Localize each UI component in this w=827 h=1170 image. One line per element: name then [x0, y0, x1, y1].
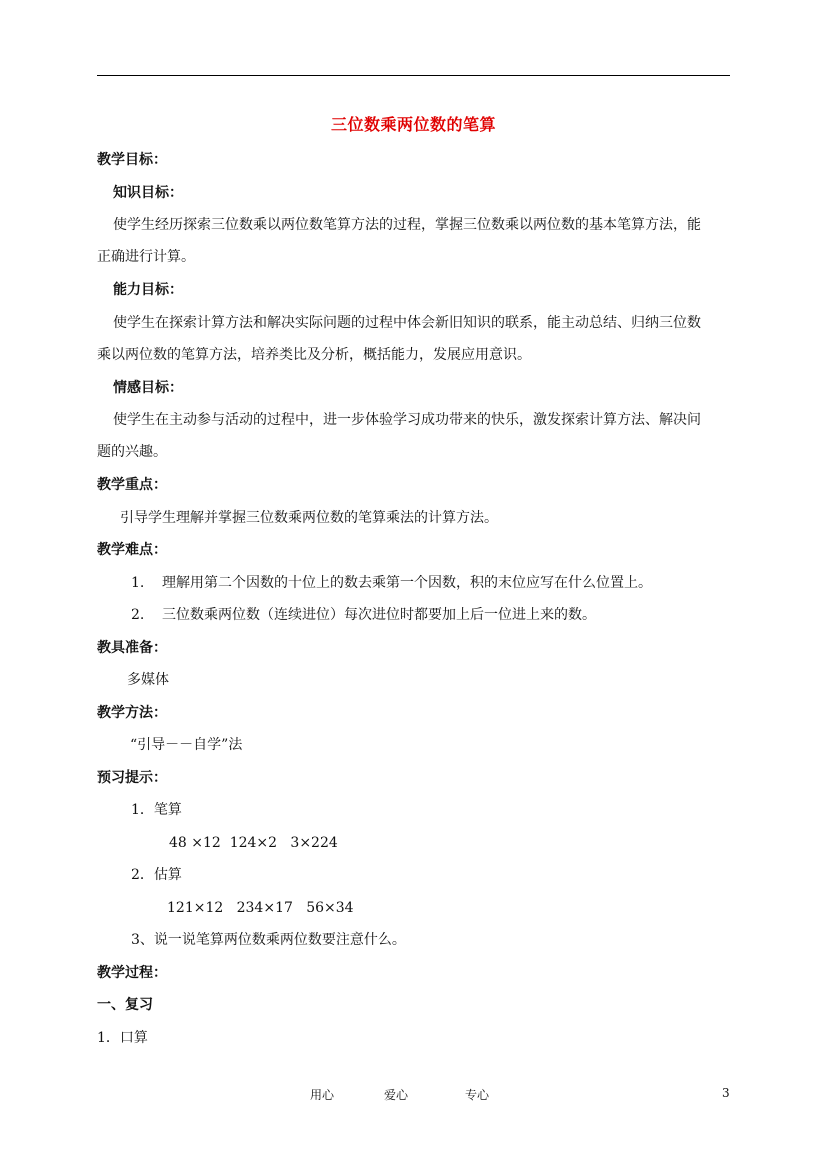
method-heading: 教学方法： — [97, 705, 167, 721]
difficulty-1-text: 理解用第二个因数的十位上的数去乘第一个因数，积的末位应写在什么位置上。 — [162, 575, 652, 591]
footer-left: 用心 — [310, 1088, 335, 1102]
difficulty-2-number: 2. — [131, 607, 145, 623]
method-text: “引导－－自学”法 — [130, 737, 243, 753]
emotion-text-line-2: 题的兴趣。 — [97, 444, 167, 460]
tools-text: 多媒体 — [127, 672, 169, 688]
difficulty-2-text: 三位数乘两位数（连续进位）每次进位时都要加上后一位进上来的数。 — [162, 607, 596, 623]
review-heading: 一、复习 — [97, 997, 153, 1013]
knowledge-text-line-2: 正确进行计算。 — [97, 249, 195, 265]
footer-middle: 爱心 — [384, 1088, 409, 1102]
tools-heading: 教具准备： — [97, 640, 167, 656]
key-text: 引导学生理解并掌握三位数乘两位数的笔算乘法的计算方法。 — [120, 510, 498, 526]
difficulty-heading: 教学难点： — [97, 542, 167, 558]
ability-heading: 能力目标： — [113, 282, 183, 298]
header-rule — [97, 75, 730, 76]
preview-item-2-exercises: 121×12 234×17 56×34 — [167, 900, 354, 916]
preview-item-1-exercises: 48 ×12 124×2 3×224 — [169, 835, 338, 851]
emotion-text-line-1: 使学生在主动参与活动的过程中，进一步体验学习成功带来的快乐，激发探索计算方法、解决问 — [113, 412, 701, 428]
preview-item-2: 2．估算 — [131, 867, 182, 883]
key-heading: 教学重点： — [97, 477, 167, 493]
oral-calculation-heading: 1．口算 — [97, 1030, 148, 1046]
ability-text-line-1: 使学生在探索计算方法和解决实际问题的过程中体会新旧知识的联系，能主动总结、归纳三位数 — [113, 315, 701, 331]
page-number: 3 — [722, 1086, 730, 1100]
document-title: 三位数乘两位数的笔算 — [330, 115, 496, 134]
footer-right: 专心 — [465, 1088, 490, 1102]
goal-heading: 教学目标： — [97, 152, 167, 168]
knowledge-text-line-1: 使学生经历探索三位数乘以两位数笔算方法的过程，掌握三位数乘以两位数的基本笔算方法，能 — [113, 217, 701, 233]
difficulty-1-number: 1. — [131, 575, 145, 591]
preview-heading: 预习提示： — [97, 770, 167, 786]
knowledge-heading: 知识目标： — [113, 185, 183, 201]
emotion-heading: 情感目标： — [113, 380, 183, 396]
ability-text-line-2: 乘以两位数的笔算方法，培养类比及分析，概括能力，发展应用意识。 — [97, 347, 531, 363]
preview-item-3: 3、说一说笔算两位数乘两位数要注意什么。 — [131, 932, 406, 948]
process-heading: 教学过程： — [97, 965, 167, 981]
preview-item-1: 1．笔算 — [131, 802, 182, 818]
